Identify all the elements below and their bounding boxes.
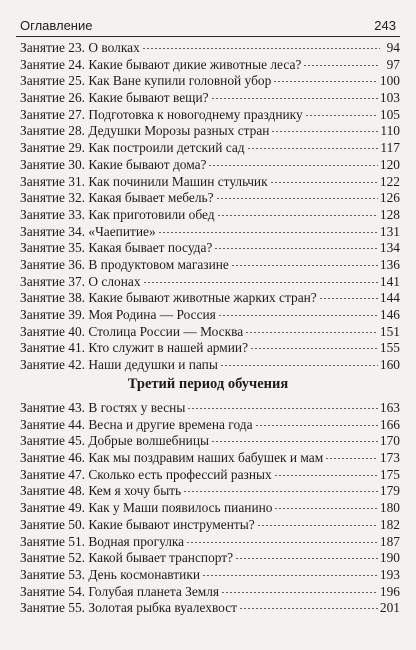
toc-entry-page: 173 <box>379 450 400 466</box>
toc-entry-title: Занятие 27. Подготовка к новогоднему празднику <box>20 106 303 122</box>
toc-entry-page: 193 <box>379 566 400 582</box>
toc-entry-page: 179 <box>379 483 400 499</box>
toc-entry-page: 190 <box>379 550 400 566</box>
toc-entry-page: 196 <box>379 583 400 599</box>
toc-entry-page: 144 <box>379 290 400 306</box>
dot-leader <box>325 458 378 459</box>
toc-entry <box>20 357 400 374</box>
dot-leader <box>319 298 378 299</box>
dot-leader <box>250 348 378 349</box>
toc-entry <box>20 483 400 500</box>
toc-entry-title: Занятие 42. Наши дедушки и папы <box>20 357 218 373</box>
toc-entry-title: Занятие 32. Какая бывает мебель? <box>20 190 214 206</box>
toc-entry <box>20 57 400 74</box>
toc-entry-title: Занятие 49. Как у Маши появилось пианино <box>20 500 273 516</box>
toc-entry-page: 134 <box>379 240 400 256</box>
toc-entry-page: 146 <box>379 307 400 322</box>
running-header <box>16 14 400 37</box>
toc-entry-title: Занятие 41. Кто служит в нашей армии? <box>20 340 249 356</box>
toc-entry-title: Занятие 31. Как починили Машин стульчик <box>20 173 268 189</box>
dot-leader <box>221 592 378 593</box>
toc-entry <box>20 107 400 124</box>
page-number: 243 <box>374 18 396 33</box>
toc-entry-page: 175 <box>379 466 400 482</box>
dot-leader <box>208 165 377 166</box>
toc-entry-title: Занятие 30. Какие бывают дома? <box>20 156 207 172</box>
section-title: Оглавление <box>20 18 93 33</box>
dot-leader <box>271 131 378 132</box>
toc-entry-page: 120 <box>379 156 400 172</box>
toc-entry-title: Занятие 34. «Чаепитие» <box>20 223 156 239</box>
toc-entry <box>20 224 400 241</box>
toc-entry-page: 163 <box>379 400 400 415</box>
dot-leader <box>186 542 378 543</box>
toc-entry-page: 182 <box>379 516 400 532</box>
dot-leader <box>220 365 378 366</box>
toc-entry <box>20 90 400 107</box>
dot-leader <box>305 115 378 116</box>
toc-entry <box>20 567 400 584</box>
toc-entry <box>20 417 400 434</box>
dot-leader <box>235 558 378 559</box>
toc-entry-page: 105 <box>379 106 400 122</box>
toc-entry-page: 166 <box>379 416 400 432</box>
toc-entry-page: 103 <box>379 90 400 106</box>
toc-entry-page: 187 <box>379 533 400 549</box>
dot-leader <box>216 198 378 199</box>
toc-entry-title: Занятие 40. Столица России — Москва <box>20 323 244 339</box>
toc-entry-page: 110 <box>380 123 400 139</box>
dot-leader <box>187 408 378 409</box>
dot-leader <box>202 575 378 576</box>
toc-entry <box>20 174 400 191</box>
toc-entry-title: Занятие 39. Моя Родина — Россия <box>20 307 216 322</box>
toc-entry-title: Занятие 29. Как построили детский сад <box>20 140 245 156</box>
toc-entry <box>20 400 400 417</box>
dot-leader <box>255 425 378 426</box>
dot-leader <box>183 491 378 492</box>
toc-entry-title: Занятие 53. День космонавтики <box>20 566 200 582</box>
toc-entry-title: Занятие 23. О волках <box>20 40 140 55</box>
dot-leader <box>270 182 378 183</box>
toc-entry-page: 94 <box>386 40 400 55</box>
toc-entry <box>20 240 400 257</box>
toc-entry-page: 97 <box>386 56 400 72</box>
toc-entry-title: Занятие 25. Как Ване купили головной убор <box>20 73 272 89</box>
toc-entry <box>20 307 400 324</box>
dot-leader <box>214 248 378 249</box>
toc-entry <box>20 190 400 207</box>
toc-entry <box>20 584 400 601</box>
toc-entry <box>20 550 400 567</box>
toc-entry <box>20 73 400 90</box>
toc-entry-title: Занятие 26. Какие бывают вещи? <box>20 90 209 106</box>
toc-entry-title: Занятие 43. В гостях у весны <box>20 400 186 415</box>
toc-entry-title: Занятие 33. Как приготовили обед <box>20 206 215 222</box>
toc-entry-title: Занятие 52. Какой бывает транспорт? <box>20 550 234 566</box>
toc-entry-page: 155 <box>379 340 400 356</box>
toc-entry <box>20 433 400 450</box>
toc-entry-title: Занятие 46. Как мы поздравим наших бабушек и мам <box>20 450 324 466</box>
toc-list-second <box>20 400 400 617</box>
dot-leader <box>143 282 378 283</box>
toc-entry <box>20 257 400 274</box>
toc-entry-title: Занятие 24. Какие бывают дикие животные леса? <box>20 56 302 72</box>
toc-entry <box>20 500 400 517</box>
toc-entry-title: Занятие 45. Добрые волшебницы <box>20 433 209 449</box>
dot-leader <box>245 332 378 333</box>
toc-entry-page: 100 <box>379 73 400 89</box>
toc-entry <box>20 274 400 291</box>
dot-leader <box>211 98 378 99</box>
toc-entry-page: 141 <box>379 273 400 289</box>
toc-entry-title: Занятие 55. Золотая рыбка вуалехвост <box>20 600 238 616</box>
toc-entry-title: Занятие 38. Какие бывают животные жарких стран? <box>20 290 317 306</box>
toc-entry <box>20 450 400 467</box>
dot-leader <box>273 81 378 82</box>
toc-entry-title: Занятие 48. Кем я хочу быть <box>20 483 182 499</box>
toc-entry-title: Занятие 51. Водная прогулка <box>20 533 185 549</box>
toc-entry <box>20 123 400 140</box>
toc-entry-title: Занятие 36. В продуктовом магазине <box>20 256 229 272</box>
toc-entry-page: 201 <box>379 600 400 616</box>
toc-entry <box>20 157 400 174</box>
toc-entry <box>20 324 400 341</box>
dot-leader <box>274 508 377 509</box>
toc-entry-title: Занятие 54. Голубая планета Земля <box>20 583 220 599</box>
toc-entry <box>20 140 400 157</box>
toc-entry-title: Занятие 35. Какая бывает посуда? <box>20 240 213 256</box>
toc-entry <box>20 600 400 617</box>
toc-entry <box>20 534 400 551</box>
toc-entry-title: Занятие 47. Сколько есть профессий разных <box>20 466 272 482</box>
dot-leader <box>231 265 378 266</box>
dot-leader <box>257 525 378 526</box>
toc-entry-title: Занятие 37. О слонах <box>20 273 141 289</box>
toc-entry-page: 151 <box>379 323 400 339</box>
toc-entry <box>20 340 400 357</box>
dot-leader <box>274 475 378 476</box>
toc-list-first <box>20 40 400 374</box>
dot-leader <box>158 232 378 233</box>
toc-entry-title: Занятие 28. Дедушки Морозы разных стран <box>20 123 270 139</box>
dot-leader <box>303 65 380 66</box>
dot-leader <box>217 215 378 216</box>
toc-entry <box>20 517 400 534</box>
toc-entry-page: 180 <box>379 500 400 516</box>
toc-entry-page: 170 <box>379 433 400 449</box>
toc-entry-page: 122 <box>379 173 400 189</box>
toc-entry-title: Занятие 44. Весна и другие времена года <box>20 416 253 432</box>
toc-entry-page: 126 <box>379 190 400 206</box>
toc-entry <box>20 40 400 57</box>
toc-entry-page: 117 <box>380 140 400 156</box>
toc-entry-page: 128 <box>379 206 400 222</box>
dot-leader <box>218 315 378 316</box>
toc-entry-title: Занятие 50. Какие бывают инструменты? <box>20 516 255 532</box>
period-heading: Третий период обучения <box>127 376 289 392</box>
dot-leader <box>247 148 379 149</box>
toc-entry-page: 160 <box>379 357 400 373</box>
toc-entry-page: 131 <box>379 223 400 239</box>
dot-leader <box>239 608 378 609</box>
toc-entry-page: 136 <box>379 256 400 272</box>
toc-entry <box>20 207 400 224</box>
dot-leader <box>211 441 378 442</box>
toc-entry <box>20 290 400 307</box>
dot-leader <box>142 48 380 49</box>
toc-entry <box>20 467 400 484</box>
